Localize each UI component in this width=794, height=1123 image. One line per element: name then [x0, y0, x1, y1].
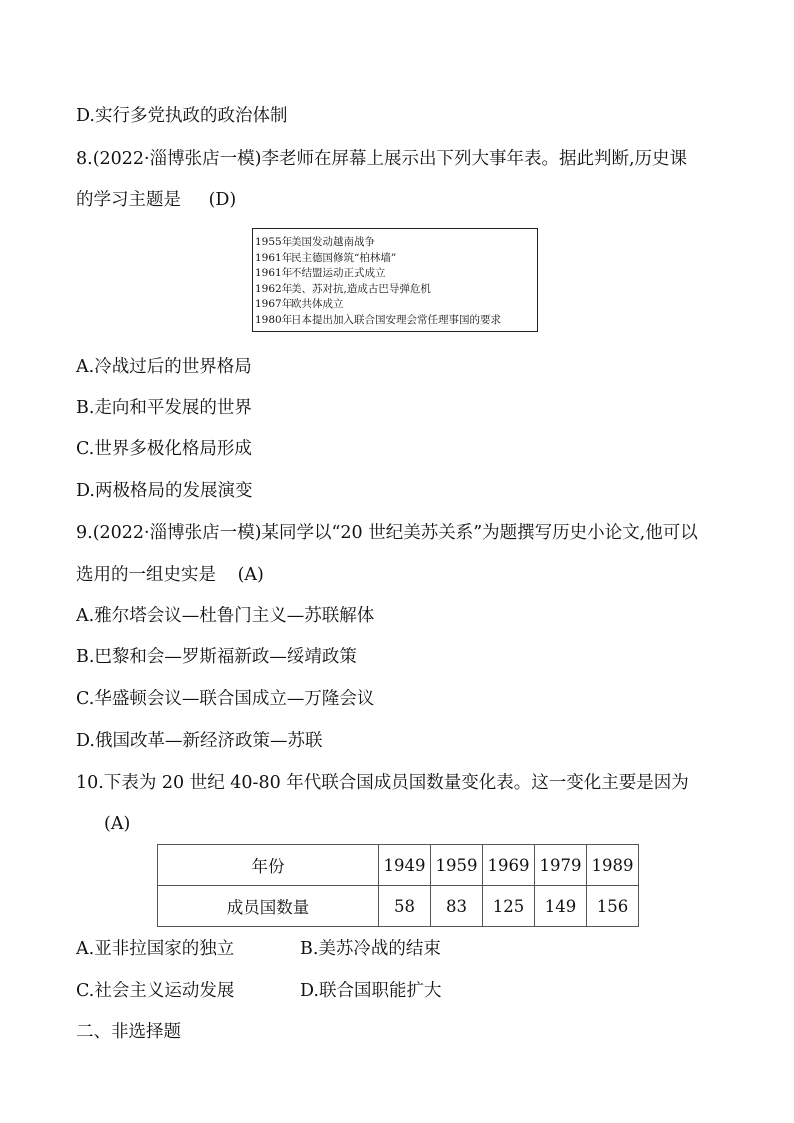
q10-option-c: C.社会主义运动发展 [76, 981, 235, 1001]
table-row [158, 886, 639, 927]
timeline-event: 欧共体成立 [291, 298, 344, 311]
timeline-year: 1961年 [255, 267, 293, 280]
timeline-year: 1967年 [255, 298, 293, 311]
q9-option-b: B.巴黎和会—罗斯福新政—绥靖政策 [76, 647, 357, 667]
timeline-event: 美国发动越南战争 [291, 236, 375, 248]
table-cell: 1969 [483, 845, 535, 886]
q8-stem-text: 的学习主题是 [76, 190, 181, 210]
timeline-box [252, 228, 538, 332]
table-row [158, 845, 639, 886]
table-header-cell: 成员国数量 [158, 886, 379, 927]
table-cell: 1989 [587, 845, 639, 886]
table-cell: 125 [483, 886, 535, 927]
timeline-event: 日本提出加入联合国安理会常任理事国的要求 [291, 313, 501, 326]
timeline-event: 美、苏对抗,造成古巴导弹危机 [291, 282, 431, 295]
q8-option-c: C.世界多极化格局形成 [76, 439, 252, 459]
q7-option-d: D.实行多党执政的政治体制 [76, 106, 288, 126]
timeline-row [255, 297, 537, 313]
timeline-event: 不结盟运动正式成立 [291, 267, 386, 280]
table-cell: 1949 [379, 845, 431, 886]
q8-option-a: A.冷战过后的世界格局 [76, 357, 252, 377]
timeline-year: 1980年 [255, 313, 293, 326]
q8-answer: (D) [208, 190, 237, 210]
q10-option-b: B.美苏冷战的结束 [300, 939, 441, 959]
timeline-year: 1955年 [255, 236, 293, 248]
section-heading: 二、非选择题 [76, 1022, 181, 1042]
q10-option-a: A.亚非拉国家的独立 [76, 939, 235, 959]
table-cell: 83 [431, 886, 483, 927]
q8-stem-line2 [76, 188, 236, 212]
q8-option-d: D.两极格局的发展演变 [76, 481, 253, 501]
q10-option-d: D.联合国职能扩大 [300, 981, 442, 1001]
q9-stem-line2 [76, 563, 264, 587]
timeline-row [255, 282, 537, 298]
timeline-row [255, 313, 537, 329]
q9-stem-line1: 9.(2022·淄博张店一模)某同学以“20 世纪美苏关系”为题撰写历史小论文,他可以 [76, 523, 698, 543]
q9-option-c: C.华盛顿会议—联合国成立—万隆会议 [76, 689, 375, 709]
timeline-row [255, 251, 537, 267]
member-count-table [157, 844, 639, 927]
q9-option-d: D.俄国改革—新经济政策—苏联 [76, 731, 323, 751]
table-cell: 58 [379, 886, 431, 927]
table-header-cell: 年份 [158, 845, 379, 886]
timeline-row [255, 235, 537, 251]
q8-option-b: B.走向和平发展的世界 [76, 398, 252, 418]
table-cell: 149 [535, 886, 587, 927]
timeline-year: 1962年 [255, 282, 293, 295]
timeline-year: 1961年 [255, 251, 293, 264]
q9-answer: (A) [237, 565, 264, 585]
timeline-row [255, 266, 537, 282]
table-cell: 1979 [535, 845, 587, 886]
timeline-event: 民主德国修筑“柏林墙” [291, 251, 397, 264]
table-cell: 156 [587, 886, 639, 927]
q9-option-a: A.雅尔塔会议—杜鲁门主义—苏联解体 [76, 606, 375, 626]
q10-answer: (A) [104, 814, 131, 834]
q10-stem-line1: 10.下表为 20 世纪 40-80 年代联合国成员国数量变化表。这一变化主要是因为 [76, 773, 689, 793]
q9-stem-text: 选用的一组史实是 [76, 565, 216, 585]
table-cell: 1959 [431, 845, 483, 886]
q8-stem-line1: 8.(2022·淄博张店一模)李老师在屏幕上展示出下列大事年表。据此判断,历史课 [76, 149, 688, 169]
